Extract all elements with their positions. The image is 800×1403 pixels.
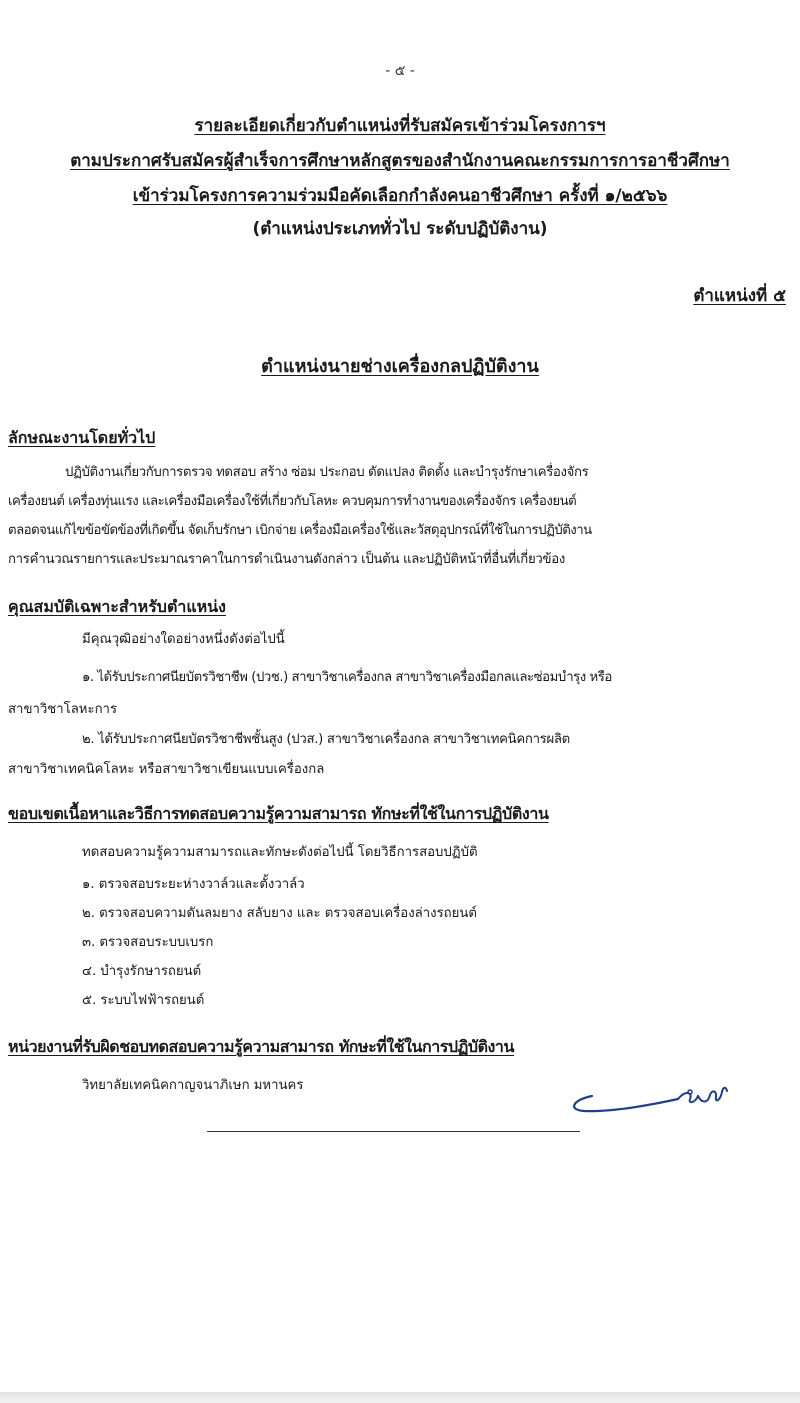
qualification-item-2: ๒. ได้รับประกาศนียบัตรวิชาชีพชั้นสูง (ปวส.) สาขาวิชาเครื่องกล สาขาวิชาเทคนิคการผลิต (82, 732, 570, 747)
position-name: ตำแหน่งนายช่างเครื่องกลปฏิบัติงาน (261, 356, 539, 377)
qualifications-intro: มีคุณวุฒิอย่างใดอย่างหนึ่งดังต่อไปนี้ (82, 632, 285, 647)
responsible-unit-heading: หน่วยงานที่รับผิดชอบทดสอบความรู้ความสามารถ ทักษะที่ใช้ในการปฏิบัติงาน (8, 1037, 514, 1056)
test-item-4: ๔. บำรุงรักษารถยนต์ (82, 964, 202, 979)
title-line-2: ตามประกาศรับสมัครผู้สำเร็จการศึกษาหลักสูตรของสำนักงานคณะกรรมการการอาชีวศึกษา (70, 151, 730, 171)
general-duties-line-1: ปฏิบัติงานเกี่ยวกับการตรวจ ทดสอบ สร้าง ซ่อม ประกอบ ดัดแปลง ติดตั้ง และบำรุงรักษาเครื่องจักร (65, 465, 589, 480)
general-duties-heading: ลักษณะงานโดยทั่วไป (8, 428, 156, 447)
responsible-unit-name: วิทยาลัยเทคนิคกาญจนาภิเษก มหานคร (82, 1078, 304, 1093)
page-bottom-edge (0, 1392, 800, 1403)
page-number: - ๕ - (385, 63, 415, 79)
qualification-item-1: ๑. ได้รับประกาศนียบัตรวิชาชีพ (ปวช.) สาขาวิชาเครื่องกล สาขาวิชาเครื่องมือกลและซ่อมบำรุง หรือ (82, 670, 612, 685)
test-item-5: ๕. ระบบไฟฟ้ารถยนต์ (82, 993, 205, 1008)
position-type-subtitle: (ตำแหน่งประเภททั่วไป ระดับปฏิบัติงาน) (252, 219, 548, 239)
general-duties-line-2: เครื่องยนต์ เครื่องทุ่นแรง และเครื่องมือเครื่องใช้ที่เกี่ยวกับโลหะ ควบคุมการทำงานของเครื่องจักร เครื่องยนต์ (8, 494, 577, 509)
general-duties-line-3: ตลอดจนแก้ไขข้อขัดข้องที่เกิดขึ้น จัดเก็บรักษา เบิกจ่าย เครื่องมือเครื่องใช้และวัสดุอุปกรณ์ที่ใช้ในการปฏิบัติงาน (8, 523, 592, 538)
position-number: ตำแหน่งที่ ๕ (693, 286, 786, 306)
title-line-3: เข้าร่วมโครงการความร่วมมือคัดเลือกกำลังคนอาชีวศึกษา ครั้งที่ ๑/๒๕๖๖ (132, 186, 668, 206)
test-scope-intro: ทดสอบความรู้ความสามารถและทักษะดังต่อไปนี้ โดยวิธีการสอบปฏิบัติ (82, 845, 478, 860)
signature-mark (566, 1082, 742, 1118)
qualification-item-2-cont: สาขาวิชาเทคนิคโลหะ หรือสาขาวิชาเขียนแบบเครื่องกล (8, 762, 325, 777)
test-scope-heading: ขอบเขตเนื้อหาและวิธีการทดสอบความรู้ความสามารถ ทักษะที่ใช้ในการปฏิบัติงาน (8, 804, 549, 823)
test-item-1: ๑. ตรวจสอบระยะห่างวาล์วและตั้งวาล์ว (82, 877, 305, 892)
qualifications-heading: คุณสมบัติเฉพาะสำหรับตำแหน่ง (8, 597, 226, 616)
closing-divider (207, 1131, 580, 1132)
test-item-3: ๓. ตรวจสอบระบบเบรก (82, 935, 214, 950)
general-duties-line-4: การคำนวณรายการและประมาณราคาในการดำเนินงานดังกล่าว เป็นต้น และปฏิบัติหน้าที่อื่นที่เกี่ยวข้อง (8, 552, 565, 567)
title-line-1: รายละเอียดเกี่ยวกับตำแหน่งที่รับสมัครเข้าร่วมโครงการฯ (194, 116, 606, 136)
test-item-2: ๒. ตรวจสอบความดันลมยาง สลับยาง และ ตรวจสอบเครื่องล่างรถยนต์ (82, 906, 477, 921)
qualification-item-1-cont: สาขาวิชาโลหะการ (8, 702, 118, 717)
